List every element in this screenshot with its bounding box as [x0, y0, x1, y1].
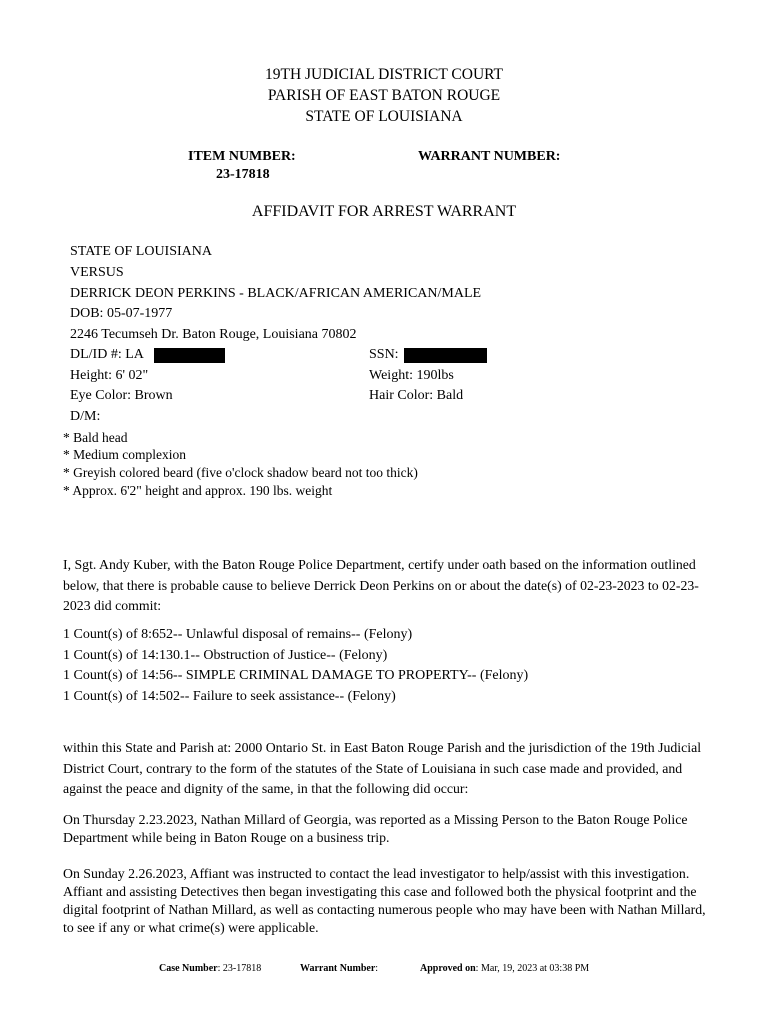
jurisdiction-paragraph: within this State and Parish at: 2000 Ontario St. in East Baton Rouge Parish and the jurisdiction of the 19th Judicial District Court, contrary to the form of the statutes of the State of Louisiana in such case made and provided, and against the peace and dignity of the same, in that the following did occur: — [63, 740, 702, 796]
count-item: 1 Count(s) of 14:502-- Failure to seek assistance-- (Felony) — [63, 689, 396, 704]
defendant-weight: Weight: 190lbs — [369, 368, 454, 383]
defendant-dob: DOB: 05-07-1977 — [70, 306, 173, 321]
redaction-ssn — [404, 348, 487, 363]
defendant-address: 2246 Tecumseh Dr. Baton Rouge, Louisiana 70802 — [70, 327, 357, 342]
document-title: AFFIDAVIT FOR ARREST WARRANT — [251, 203, 517, 220]
defendant-hair-color: Hair Color: Bald — [369, 388, 464, 403]
redaction-dl — [154, 348, 225, 363]
mark-item: * Greyish colored beard (five o'clock shadow beard not too thick) — [63, 465, 418, 480]
footer-case-value: : 23-17818 — [217, 963, 262, 974]
defendant-name: DERRICK DEON PERKINS - BLACK/AFRICAN AMERICAN/MALE — [70, 286, 482, 301]
narrative-paragraph-2: On Sunday 2.26.2023, Affiant was instructed to contact the lead investigator to help/assist with this investigation. Affiant and assisting Detectives then began investigating this case and followed both the physical footprint and the digital footprint of Nathan Millard, as well as contacting numerous people who may have been with Nathan Millard, to see if any or what crime(s) were applicable. — [63, 866, 706, 935]
footer-approved-value: : Mar, 19, 2023 at 03:38 PM — [475, 963, 590, 974]
footer-approved-label: Approved on — [420, 963, 476, 974]
versus-line: VERSUS — [70, 265, 124, 280]
item-number-label: ITEM NUMBER: — [188, 149, 296, 164]
footer-warrant-number — [300, 963, 378, 974]
distinguishing-marks-label: D/M: — [70, 409, 101, 424]
mark-item: * Bald head — [63, 430, 128, 445]
ssn-label: SSN: — [369, 347, 399, 362]
mark-item: * Approx. 6'2" height and approx. 190 lbs. weight — [63, 483, 333, 498]
parish-name: PARISH OF EAST BATON ROUGE — [267, 87, 501, 104]
footer-case-label: Case Number — [159, 963, 218, 974]
footer-case-number — [159, 963, 261, 974]
footer-warrant-label: Warrant Number — [300, 963, 376, 974]
mark-item: * Medium complexion — [63, 447, 186, 462]
count-item: 1 Count(s) of 14:130.1-- Obstruction of Justice-- (Felony) — [63, 648, 388, 663]
certification-paragraph: I, Sgt. Andy Kuber, with the Baton Rouge Police Department, certify under oath based on the information outlined below, that there is probable cause to believe Derrick Deon Perkins on or about the date(s) of 02-23-2023 to 02-23-2023 did commit: — [63, 557, 699, 613]
court-name: 19TH JUDICIAL DISTRICT COURT — [264, 66, 504, 83]
defendant-height: Height: 6' 02" — [70, 368, 149, 383]
narrative-paragraph-1: On Thursday 2.23.2023, Nathan Millard of Georgia, was reported as a Missing Person to the Baton Rouge Police Department while being in Baton Rouge on a business trip. — [63, 812, 688, 845]
footer-approved-on — [420, 963, 589, 974]
count-item: 1 Count(s) of 8:652-- Unlawful disposal of remains-- (Felony) — [63, 627, 413, 642]
footer-warrant-value: : — [375, 963, 379, 974]
count-item: 1 Count(s) of 14:56-- SIMPLE CRIMINAL DAMAGE TO PROPERTY-- (Felony) — [63, 668, 529, 683]
item-number-value: 23-17818 — [216, 167, 270, 182]
dl-id-label: DL/ID #: LA — [70, 347, 144, 362]
state-name: STATE OF LOUISIANA — [305, 108, 463, 125]
warrant-number-label: WARRANT NUMBER: — [418, 149, 561, 164]
defendant-eye-color: Eye Color: Brown — [70, 388, 173, 403]
state-line: STATE OF LOUISIANA — [70, 244, 212, 259]
